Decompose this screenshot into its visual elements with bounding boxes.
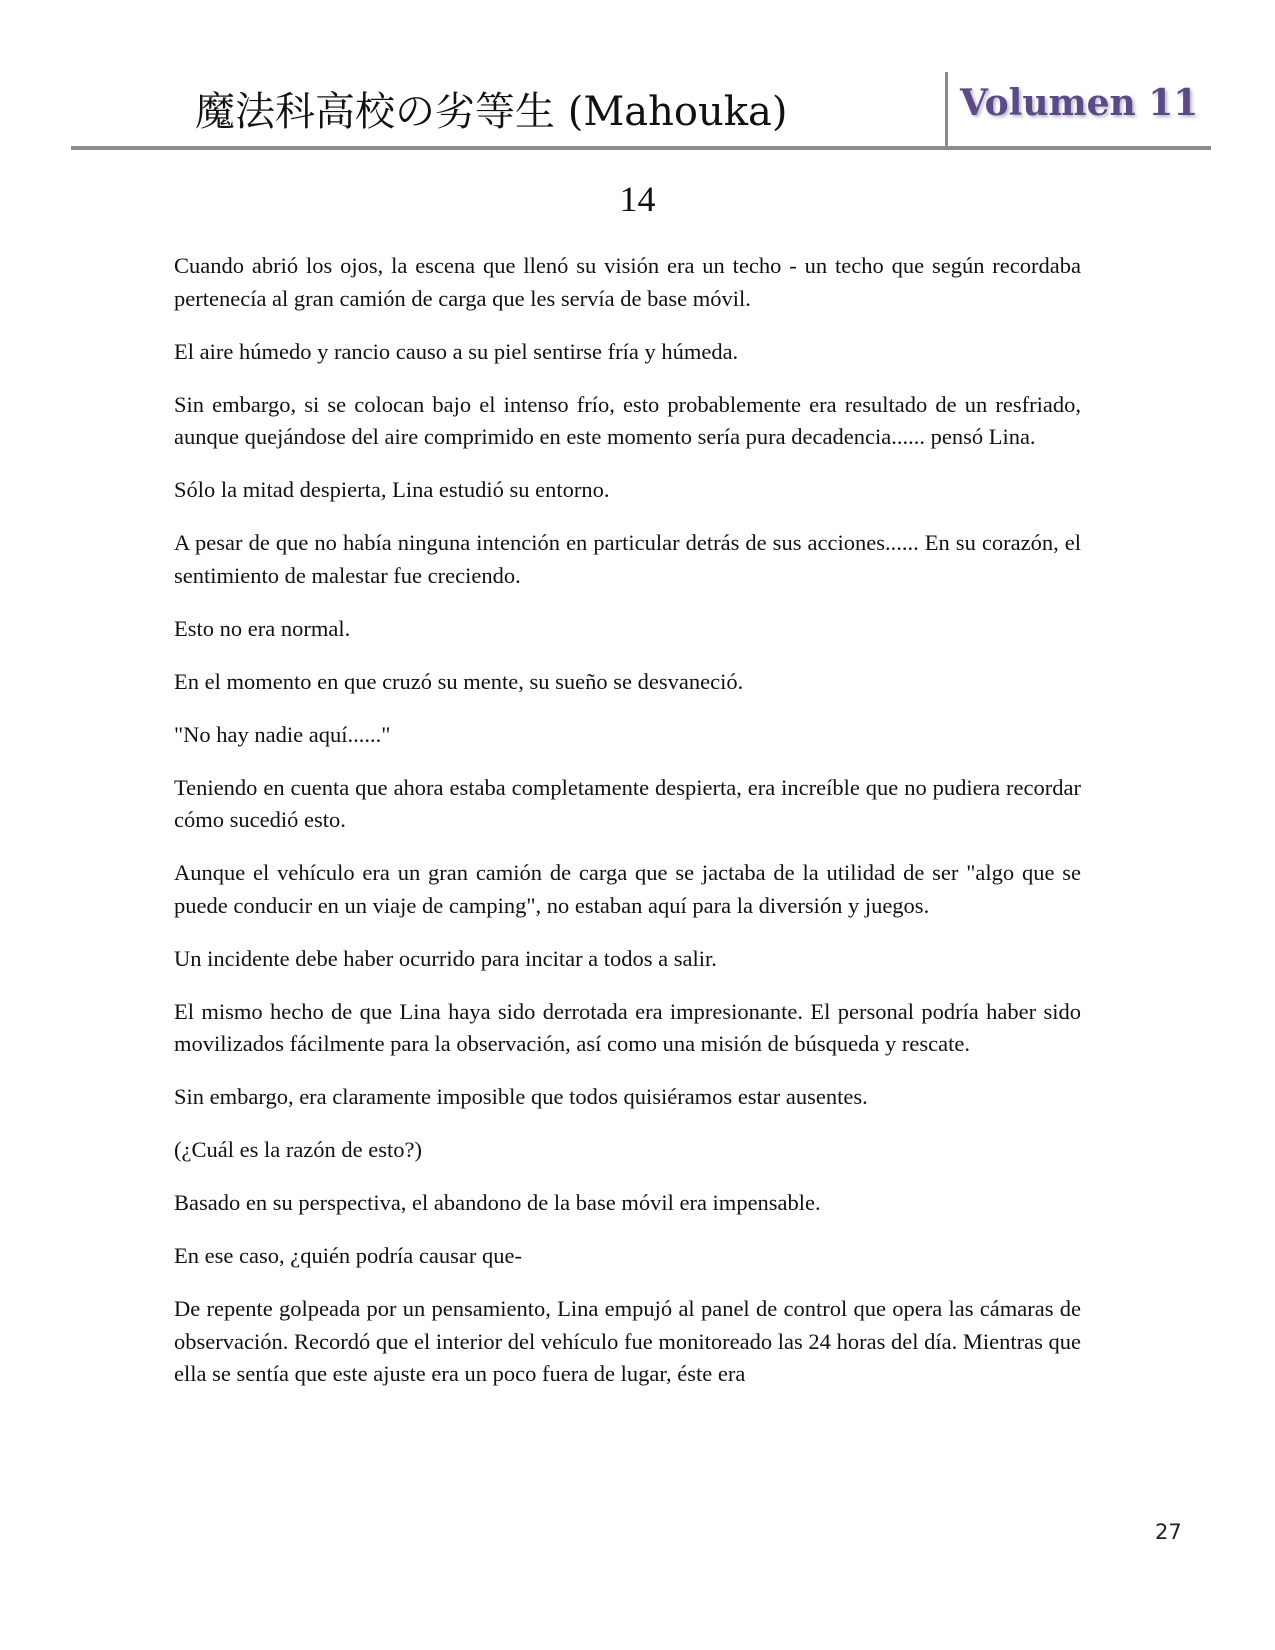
paragraph: Sin embargo, si se colocan bajo el intenso frío, esto probablemente era resultado de un resfriado, aunque quejándose del aire comprimido en este momento sería pura decadencia...... pensó Lina. — [174, 391, 1081, 449]
paragraph: "No hay nadie aquí......" — [174, 721, 391, 747]
paragraph: Sólo la mitad despierta, Lina estudió su entorno. — [174, 477, 610, 502]
paragraph: En el momento en que cruzó su mente, su sueño se desvaneció. — [174, 668, 744, 694]
header-divider — [945, 72, 948, 148]
paragraph: Aunque el vehículo era un gran camión de carga que se jactaba de la utilidad de ser "algo que se puede conducir en un viaje de camping", no estaban aquí para la diversión y juegos. — [174, 860, 1081, 918]
paragraph: El mismo hecho de que Lina haya sido derrotada era impresionante. El personal podría haber sido movilizados fácilmente para la observación, así como una misión de búsqueda y rescate. — [174, 998, 1081, 1056]
paragraph: Basado en su perspectiva, el abandono de la base móvil era impensable. — [174, 1190, 821, 1215]
paragraph: En ese caso, ¿quién podría causar que- — [174, 1243, 522, 1268]
page-header — [71, 70, 1211, 150]
paragraph: Un incidente debe haber ocurrido para incitar a todos a salir. — [174, 945, 717, 971]
paragraph: El aire húmedo y rancio causo a su piel sentirse fría y húmeda. — [174, 338, 739, 364]
volume-label: Volumen 11 — [960, 82, 1199, 124]
header-rule — [71, 146, 1211, 150]
book-title: 魔法科高校の劣等生 (Mahouka) — [195, 89, 788, 135]
paragraph: A pesar de que no había ninguna intención en particular detrás de sus acciones...... En su corazón, el sentimiento de malestar fue creciendo. — [174, 530, 1081, 588]
paragraph: Teniendo en cuenta que ahora estaba completamente despierta, era increíble que no pudiera recordar cómo sucedió esto. — [174, 774, 1081, 832]
paragraph: Esto no era normal. — [174, 615, 351, 641]
paragraph: Sin embargo, era claramente imposible que todos quisiéramos estar ausentes. — [174, 1084, 868, 1109]
paragraph: Cuando abrió los ojos, la escena que llenó su visión era un techo - un techo que según recordaba pertenecía al gran camión de carga que les servía de base móvil. — [174, 253, 1081, 311]
paragraph: De repente golpeada por un pensamiento, Lina empujó al panel de control que opera las cámaras de observación. Recordó que el interior del vehículo fue monitoreado las 24 horas del día. Mientras que ella se sentía que este ajuste era un poco fuera de lugar, éste era — [174, 1296, 1081, 1386]
page-number: 27 — [1155, 1520, 1182, 1544]
chapter-number: 14 — [619, 179, 656, 219]
body-text — [174, 250, 1081, 1411]
paragraph: (¿Cuál es la razón de esto?) — [174, 1137, 423, 1162]
